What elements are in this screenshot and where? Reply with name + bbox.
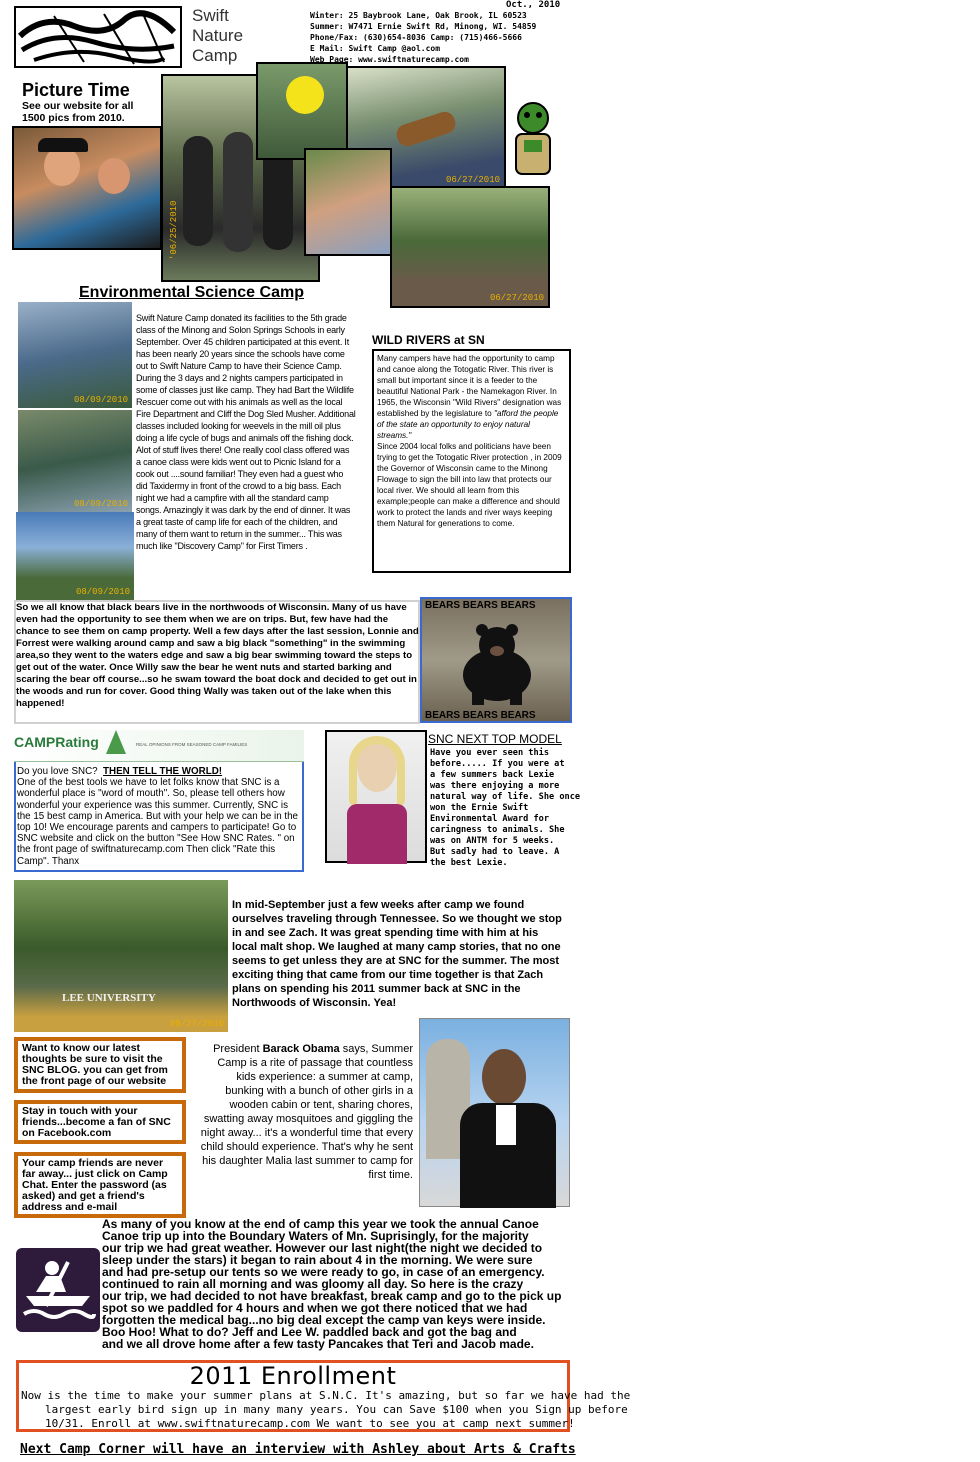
camp-rating-banner[interactable] xyxy=(14,730,304,762)
enrollment-line: largest early bird sign up in many many years. You can Save $100 when you Sign up before xyxy=(45,1403,628,1416)
canoe-line: Canoe trip up into the Boundary Waters of Mn. Suprisingly, for the majority xyxy=(102,1229,529,1243)
canoe-line: continued to rain all morning and was gloomy all day. So here is the crazy xyxy=(102,1277,524,1291)
facebook-box[interactable]: Stay in touch with your friends...become a fan of SNC on Facebook.com xyxy=(14,1100,186,1144)
smiley-icon xyxy=(286,76,324,114)
wild-rivers-box xyxy=(372,349,571,573)
photo-girls xyxy=(304,148,392,256)
tree-icon xyxy=(106,730,126,754)
photo-date-stamp: '06/25/2010 xyxy=(169,200,179,260)
canoe-icon xyxy=(16,1248,100,1332)
canoe-line: Boo Hoo! What to do? Jeff and Lee W. paddled back and got the bag and xyxy=(102,1325,517,1339)
logo-text xyxy=(192,6,243,66)
camp-chat-box[interactable]: Your camp friends are never far away... just click on Camp Chat. Enter the password (as asked) and get a friend's address and e-mail xyxy=(14,1152,186,1218)
photo-lexie xyxy=(325,730,427,863)
top-model-line: Environmental Award for xyxy=(430,814,549,824)
top-model-line: won the Ernie Swift xyxy=(430,803,529,813)
env-science-title: Environmental Science Camp xyxy=(79,284,304,301)
enrollment-line: 10/31. Enroll at www.swiftnaturecamp.com We want to see you at camp next summer! xyxy=(45,1417,575,1430)
photo-field-trip-3 xyxy=(16,512,134,600)
canoe-line: and had pre-setup our tents so we were ready to go, in case of an emergency. xyxy=(102,1265,545,1279)
blog-box[interactable]: Want to know our latest thoughts be sure to visit the SNC BLOG. you can get from the front page of our website xyxy=(14,1037,186,1093)
canoe-line: our trip we had great weather. However our last night(the night we decided to xyxy=(102,1241,543,1255)
camp-rating-body: One of the best tools we have to let folks know that SNC is a wonderful place is "word of mouth". So, please tell others how wonderful your experience was this summer. Currently, SNC is the 15 best camp in America. But with your help we can be in the top 10! We encourage parents and campers to participate! Go to SNC website and click on the button "See How SNC Rates. " on the front page of swiftnaturecamp.com Then click "Rate this Camp". Thanx xyxy=(17,777,299,867)
top-model-line: before..... If you were at xyxy=(430,759,565,769)
obama-body: says, Summer Camp is a rite of passage that countless kids experience: a summer at camp, bunking with a bunch of other girls in a wooden cabin or tent, sharing chores, swatting away mosquitoes and giggling the night away... it's a wonderful time that every child should experience. That's why he sent his daughter Malia last summer to camp for first time. xyxy=(200,1043,413,1181)
top-model-line: was there enjoying a more xyxy=(430,781,560,791)
footer-next-corner: Next Camp Corner will have an interview with Ashley about Arts & Crafts xyxy=(20,1442,576,1457)
camp-rating-heading xyxy=(17,766,301,777)
photo-date-stamp: 08/27/2010 xyxy=(169,1019,224,1029)
top-model-title: SNC NEXT TOP MODEL xyxy=(428,732,562,746)
lee-university-sign: LEE UNIVERSITY xyxy=(62,992,156,1004)
wild-rivers-text-2: Since 2004 local folks and politicians have been trying to get the Totogatic River protection , in 2009 the Governor of Wisconsin came to the Minong Flowage to sign the bill into law that protects our local river. We should all learn from this example;people can make a difference and should work to protect the lands and river ways keeping them Natural for generations to come. xyxy=(377,442,562,528)
photo-pirates xyxy=(12,126,162,250)
top-model-line: caringness to animals. She xyxy=(430,825,565,835)
canoe-line: and we all drove home after a few tasty Pancakes that Teri and Jacob made. xyxy=(102,1337,534,1351)
top-model-line: the best Lexie. xyxy=(430,858,508,868)
contact-summer: Summer: W7471 Ernie Swift Rd, Minong, WI. 54859 xyxy=(310,22,537,31)
obama-name: Barack Obama xyxy=(262,1043,340,1055)
bear-photo-box xyxy=(420,597,572,723)
contact-email[interactable]: E Mail: Swift Camp @aol.com xyxy=(310,44,441,53)
photo-date-stamp: 06/27/2010 xyxy=(489,293,544,303)
canoe-trip-body xyxy=(102,1218,570,1350)
logo-line: Camp xyxy=(192,46,238,65)
top-model-line: Have you ever seen this xyxy=(430,748,549,758)
contact-block xyxy=(310,10,570,65)
contact-website[interactable]: Web Page: www.swiftnaturecamp.com xyxy=(310,55,469,64)
logo-line: Nature xyxy=(192,26,244,45)
canoe-line: As many of you know at the end of camp this year we took the annual Canoe xyxy=(102,1217,539,1231)
canoe-line: sleep under the stars) it began to rain about 4 in the morning. We were sure xyxy=(102,1253,533,1267)
photo-date-stamp: 08/09/2010 xyxy=(75,587,130,597)
wild-rivers-text: Many campers have had the opportunity to camp and canoe along the Totogatic River. This river is small but important since it is a feeder to the beautiful National Park - the Namekagon River. In 1965, the Wisconsin "Wild Rivers" designation was established by the legislature to xyxy=(377,354,562,418)
camp-rating-question: Do you love SNC? xyxy=(17,766,98,777)
camp-rating-logo: CAMPRating xyxy=(14,734,99,750)
bears-caption-bottom: BEARS BEARS BEARS xyxy=(425,710,536,721)
wild-rivers-quote: "afford the people of the state an opportunity to enjoy natural streams." xyxy=(377,409,559,440)
top-model-line: was on ANTM for 5 weeks. xyxy=(430,836,555,846)
top-model-body xyxy=(430,748,581,869)
photo-smiley-balloon xyxy=(256,62,348,160)
contact-winter: Winter: 25 Baybrook Lane, Oak Brook, IL 60523 xyxy=(310,11,527,20)
bears-body: So we all know that black bears live in the northwoods of Wisconsin. Many of us have even had the opportunity to see them when we are on trips. But, few have had the chance to see them on camp property. Well a few days after the last session, Lonnie and Forrest were walking around camp and saw a big black "something" in the swimming area,so they went to the waters edge and saw a big bear swimming toward the steps to get out of the water. Once Willy saw the bear he went nuts and started barking and scaring the bear off course...so he swam toward the boat dock and decided to get out in the woods and run for cover. Good thing Wally was taken out of the lake when this happened! xyxy=(16,602,419,709)
env-science-body: Swift Nature Camp donated its facilities to the 5th grade class of the Minong and Solon Springs Schools in early September. Over 45 children participated at this event. It has been nearly 20 years since the schools have come out to Swift Nature Camp to have their Science Camp. During the 3 days and 2 nights campers participated in some of classes just like camp. They had Bart the Wildlife Rescuer come out with his animals as well as the local Fire Department and Cliff the Dog Sled Musher. Additional classes included looking for weevels in the mill oil plus doing a life cycle of bugs and animals off the fishing dock. Alot of stuff lives there! One really cool class offered was a canoe class were kids went out to Picnic Island for a cook out ....sound familiar! They even had a guest who did Taxidermy in front of the crowd to a big bass. Each night we had a campfire with all the standard camp songs. Amazingly it was dark by the end of dinner. It was a great taste of camp life for each of the children, and many of them want to return in the summer... This was much like "Discovery Camp" for First Timers . xyxy=(136,313,356,551)
camp-rating-box xyxy=(14,762,304,872)
photo-hikers xyxy=(390,186,550,308)
enrollment-box xyxy=(16,1360,631,1432)
top-model-line: natural way of life. She once xyxy=(430,792,581,802)
newsletter-date: Oct., 2010 xyxy=(506,0,561,10)
photo-field-trip-1 xyxy=(18,302,132,408)
camp-rating-tagline: REAL OPINIONS FROM SEASONED CAMP FAMILIES xyxy=(136,742,248,747)
photo-obama xyxy=(419,1018,570,1207)
picture-time-title: Picture Time xyxy=(22,80,130,100)
photo-date-stamp: 06/27/2010 xyxy=(445,175,500,185)
logo-line: Swift xyxy=(192,6,229,25)
camp-rating-cta[interactable]: THEN TELL THE WORLD! xyxy=(103,766,223,777)
bear-icon xyxy=(456,619,538,705)
top-model-line: a few summers back Lexie xyxy=(430,770,555,780)
top-model-line: But sadly had to leave. A xyxy=(430,847,560,857)
camp-logo-image xyxy=(14,6,182,68)
photo-lee-university xyxy=(14,880,228,1032)
contact-phone: Phone/Fax: (630)654-8036 Camp: (715)466-5666 xyxy=(310,33,522,42)
canoe-line: forgotten the medical bag...no big deal except the camp van keys were inside. xyxy=(102,1313,546,1327)
zach-body: In mid-September just a few weeks after camp we found ourselves traveling through Tennessee. So we thought we stop in and see Zach. It was great spending time with him at his local malt shop. We laughed at many camp stories, that no one seems to get unless they are at SNC for the summer. The most exciting thing that came from our time together is that Zach plans on spending his 2011 summer back at SNC in the Northwoods of Wisconsin. Yea! xyxy=(232,899,562,1009)
obama-quote xyxy=(196,1042,413,1182)
picture-time-subtitle: See our website for all 1500 pics from 2010. xyxy=(22,100,134,124)
canoe-line: our trip, we had decided to not have breakfast, break camp and go to the pick up xyxy=(102,1289,562,1303)
obama-prefix: President xyxy=(213,1043,263,1055)
wild-rivers-title: WILD RIVERS at SN xyxy=(372,333,485,347)
bears-caption-top: BEARS BEARS BEARS xyxy=(425,600,536,611)
enrollment-body xyxy=(19,1389,631,1431)
enrollment-line: Now is the time to make your summer plans at S.N.C. It's amazing, but so far we have had the xyxy=(21,1389,631,1402)
photo-field-trip-2 xyxy=(18,410,132,512)
mascot-image xyxy=(506,100,560,180)
enrollment-title: 2011 Enrollment xyxy=(189,1362,397,1390)
photo-date-stamp: 08/09/2010 xyxy=(73,395,128,405)
photo-date-stamp: 08/09/2010 xyxy=(73,499,128,509)
canoe-line: spot so we paddled for 4 hours and when we got there noticed that we had xyxy=(102,1301,528,1315)
